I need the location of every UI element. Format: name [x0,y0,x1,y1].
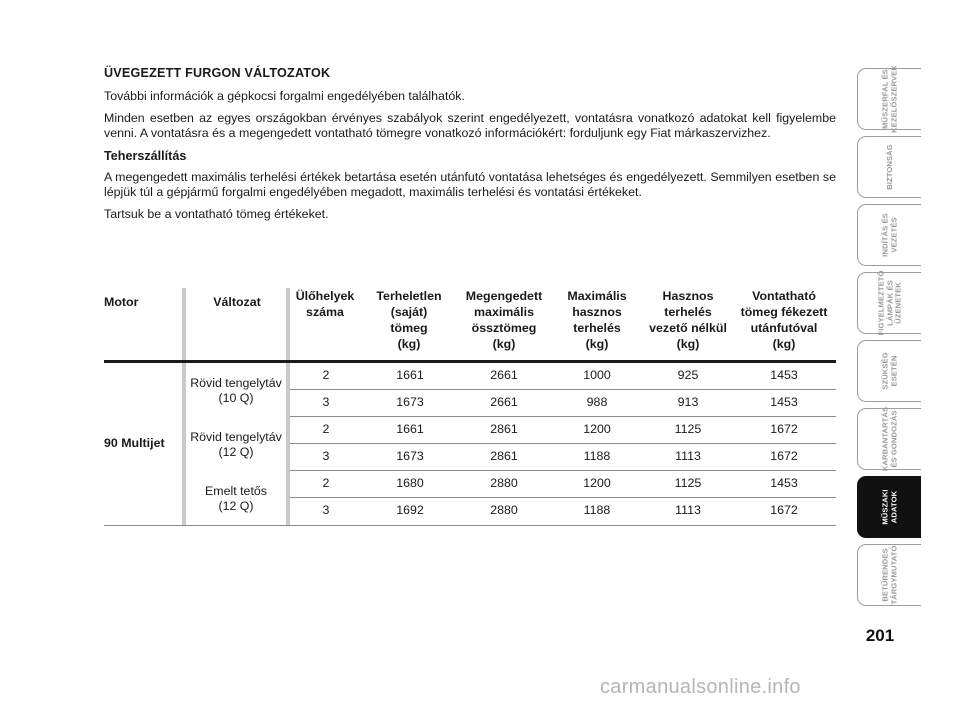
header-rule [104,360,836,363]
header-ulohelyek: Ülőhelyek száma [295,289,355,319]
table-cell: 1692 [396,503,424,517]
header-megengedett: Megengedett maximális össztömeg (kg) [465,289,543,351]
table-cell: 2880 [490,503,518,517]
chapter-tab-label: BIZTONSÁG [884,144,894,190]
chapter-tab-3[interactable] [857,204,921,266]
table-cell: 1453 [770,476,798,490]
weights-table [104,288,836,526]
table-cell: 1188 [583,449,611,463]
table-cell: 2861 [490,422,518,436]
table-cell: 3 [322,395,330,409]
paragraph-2: Minden esetben az egyes országokban érvényes szabályok szerint engedélyezett, vontatásra vonatkozó adatokat kell figyelembe venni. A vontatásra és a megengedett vontatható tömegre vonatkozó információkért: forduljunk egy Fiat márkaszervizhez. [104,111,836,140]
table-cell: 1125 [674,422,702,436]
paragraph-3: A megengedett maximális terhelési értékek betartása esetén utánfutó vontatása lehetséges és engedélyezett. Semmilyen esetben se lépjük túl a gépjármű forgalmi engedélyében megadott, maximális terhelési és vontatási értékeket. [104,170,836,199]
chapter-tab-6[interactable] [857,408,921,470]
engine-label: 90 Multijet [104,436,165,450]
table-cell: 1188 [583,503,611,517]
chapter-tab-label: FIGYELMEZTETŐ LÁMPÁK ÉS ÜZENETEK [875,270,902,336]
header-motor: Motor [104,295,139,309]
table-cell: 1200 [583,476,611,490]
chapter-tab-2[interactable] [857,136,921,198]
table-cell: 913 [677,395,699,409]
variant-3: Emelt tetős (12 Q) [205,484,267,513]
chapter-tab-label: SZÜKSÉG ESETÉN [880,352,898,390]
table-cell: 1200 [583,422,611,436]
header-hasznos: Hasznos terhelés vezető nélkül (kg) [649,289,727,351]
row-divider [290,389,836,390]
table-cell: 2661 [490,395,518,409]
chapter-tab-label: KARBANTARTÁS ÉS GONDOZÁS [880,406,898,472]
table-cell: 1453 [770,395,798,409]
subheading: Teherszállítás [104,149,187,163]
row-divider [290,470,836,471]
chapter-tab-1[interactable] [857,65,921,133]
paragraph-4: Tartsuk be a vontatható tömeg értékeket. [104,207,329,221]
table-cell: 3 [322,503,330,517]
row-divider [290,497,836,498]
header-terheletlen: Terheletlen (saját) tömeg (kg) [376,289,442,351]
table-cell: 1661 [396,422,424,436]
table-cell: 925 [677,368,699,382]
table-cell: 2 [322,422,330,436]
table-cell: 988 [586,395,608,409]
chapter-tab-5[interactable] [857,340,921,402]
table-cell: 1673 [396,449,424,463]
table-cell: 1453 [770,368,798,382]
table-cell: 1125 [674,476,702,490]
header-vontathato: Vontatható tömeg fékezett utánfutóval (kg) [740,289,828,351]
chapter-tab-label: INDÍTÁS ÉS VEZETÉS [880,213,898,257]
table-cell: 1113 [675,503,701,517]
section-heading: ÜVEGEZETT FURGON VÁLTOZATOK [104,66,331,80]
table-cell: 1672 [770,449,798,463]
paragraph-1: További információk a gépkocsi forgalmi engedélyében találhatók. [104,89,465,103]
table-cell: 1673 [396,395,424,409]
table-cell: 2661 [490,368,518,382]
chapter-tab-label: MŰSZERFAL ÉS KEZELŐSZERVEK [880,65,898,133]
table-cell: 1000 [583,368,611,382]
table-cell: 2 [322,476,330,490]
table-cell: 1672 [770,503,798,517]
page-number: 201 [865,626,895,645]
watermark: carmanualsonline.info [600,676,801,698]
table-cell: 3 [322,449,330,463]
table-cell: 1680 [396,476,424,490]
document-body [104,66,836,229]
table-cell: 2880 [490,476,518,490]
chapter-tab-8[interactable] [857,544,921,606]
row-divider [290,443,836,444]
chapter-tab-7[interactable] [857,476,921,538]
chapter-tab-label: BETŰRENDES TÁRGYMUTATÓ [880,545,898,605]
table-cell: 2 [322,368,330,382]
chapter-tab-label: MŰSZAKI ADATOK [880,489,898,525]
variant-2: Rövid tengelytáv (12 Q) [190,430,282,459]
table-bottom-rule [104,525,836,526]
table-cell: 2861 [490,449,518,463]
header-maximalis: Maximális hasznos terhelés (kg) [567,289,627,351]
table-cell: 1113 [675,449,701,463]
table-cell: 1672 [770,422,798,436]
chapter-tab-4[interactable] [857,272,921,334]
row-divider [290,416,836,417]
header-valtozat: Változat [213,295,261,309]
variant-1: Rövid tengelytáv (10 Q) [190,376,282,405]
table-cell: 1661 [396,368,424,382]
